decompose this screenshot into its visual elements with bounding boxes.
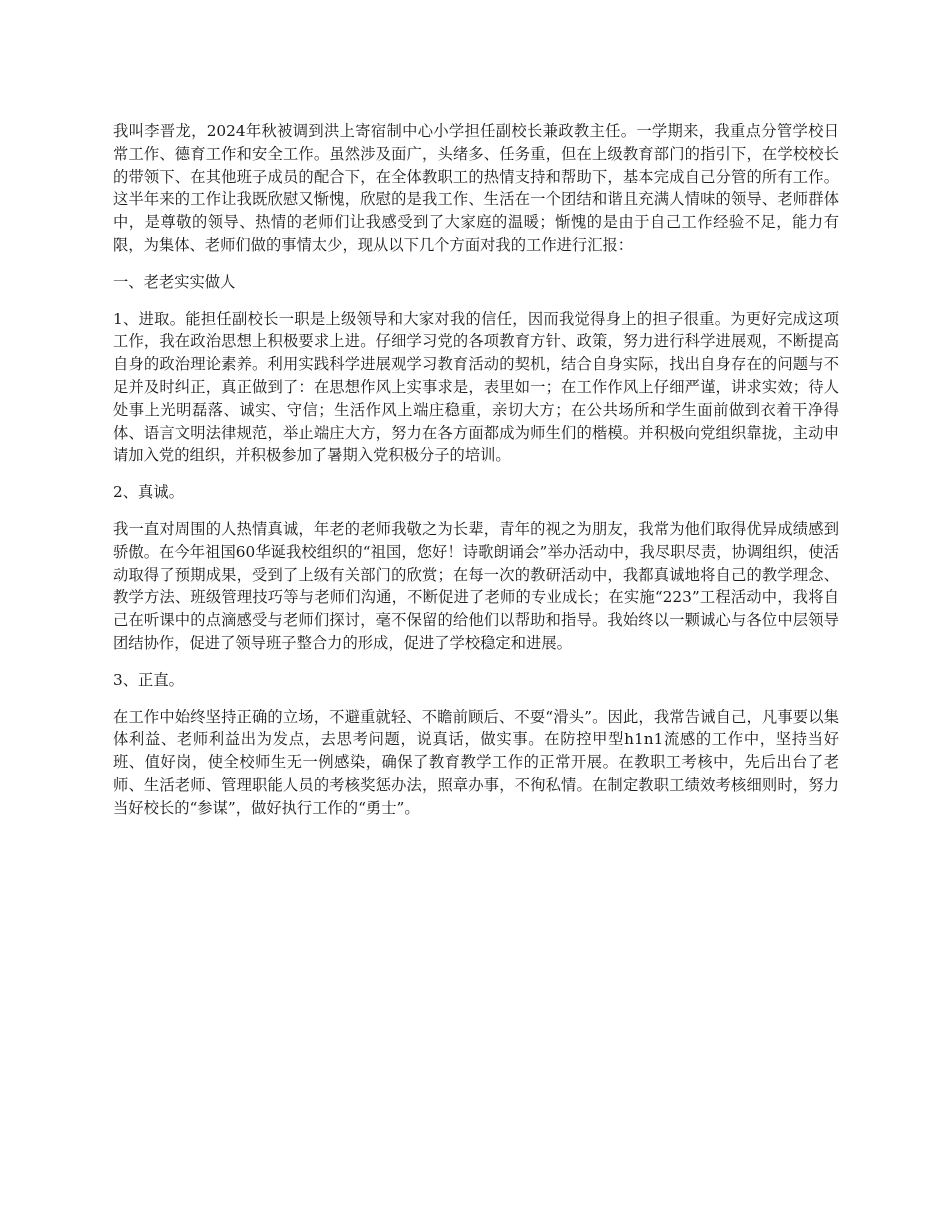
intro-paragraph: 我叫李晋龙，2024年秋被调到洪上寄宿制中心小学担任副校长兼政教主任。一学期来，我重点分管学校日常工作、德育工作和安全工作。虽然涉及面广，头绪多、任务重，但在上级教育部门的指引下，在学校校长的带领下、在其他班子成员的配合下，在全体教职工的热情支持和帮助下，基本完成自己分管的所有工作。这半年来的工作让我既欣慰又惭愧，欣慰的是我工作、生活在一个团结和谐且充满人情味的领导、老师群体中，是尊敬的领导、热情的老师们让我感受到了大家庭的温暖；惭愧的是由于自己工作经验不足，能力有限，为集体、老师们做的事情太少，现从以下几个方面对我的工作进行汇报： <box>113 122 839 254</box>
point-2-heading: 2、真诚。 <box>113 483 184 502</box>
point-2-paragraph: 我一直对周围的人热情真诚，年老的老师我敬之为长辈，青年的视之为朋友，我常为他们取得优异成绩感到骄傲。在今年祖国60华诞我校组织的“祖国，您好！诗歌朗诵会”举办活动中，我尽职尽责，协调组织，使活动取得了预期成果，受到了上级有关部门的欣赏；在每一次的教研活动中，我都真诚地将自己的教学理念、教学方法、班级管理技巧等与老师们沟通，不断促进了老师的专业成长；在实施“223”工程活动中，我将自己在听课中的点滴感受与老师们探讨，毫不保留的给他们以帮助和指导。我始终以一颗诚心与各位中层领导团结协作，促进了领导班子整合力的形成，促进了学校稳定和进展。 <box>113 519 839 652</box>
document-body <box>113 120 839 834</box>
point-3-heading: 3、正直。 <box>113 670 184 689</box>
point-1-paragraph: 1、进取。能担任副校长一职是上级领导和大家对我的信任，因而我觉得身上的担子很重。为更好完成这项工作，我在政治思想上积极要求上进。仔细学习党的各项教育方针、政策，努力进行科学进展观，不断提高自身的政治理论素养。利用实践科学进展观学习教育活动的契机，结合自身实际，找出自身存在的问题与不足并及时纠正，真正做到了：在思想作风上实事求是，表里如一；在工作作风上仔细严谨，讲求实效；待人处事上光明磊落、诚实、守信；生活作风上端庄稳重，亲切大方；在公共场所和学生面前做到衣着干净得体、语言文明法律规范，举止端庄大方，努力在各方面都成为师生们的楷模。并积极向党组织靠拢，主动申请加入党的组织，并积极参加了暑期入党积极分子的培训。 <box>113 309 839 465</box>
point-3-paragraph: 在工作中始终坚持正确的立场，不避重就轻、不瞻前顾后、不耍“滑头”。因此，我常告诫自己，凡事要以集体利益、老师利益出为发点，去思考问题，说真话，做实事。在防控甲型h1n1流感的工作中，坚持当好班、值好岗，使全校师生无一例感染，确保了教育教学工作的正常开展。在教职工考核中，先后出台了老师、生活老师、管理职能人员的考核奖惩办法，照章办事，不徇私情。在制定教职工绩效考核细则时，努力当好校长的“参谋”，做好执行工作的“勇士”。 <box>113 707 839 817</box>
section-heading: 一、老老实实做人 <box>113 272 236 291</box>
